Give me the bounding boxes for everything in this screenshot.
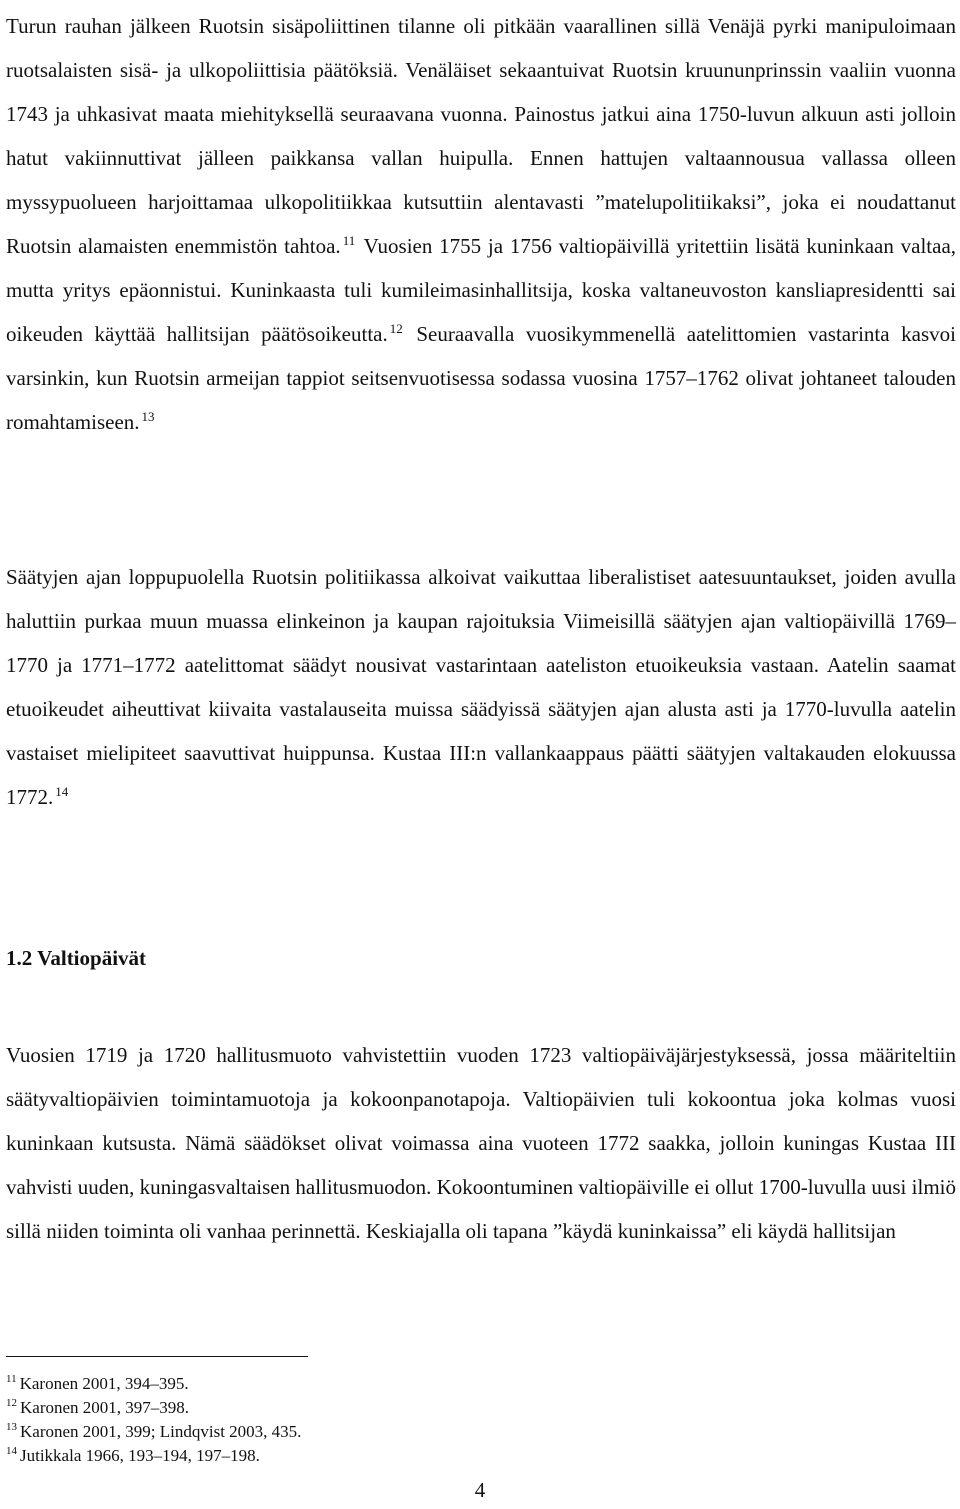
paragraph-2 — [6, 555, 956, 819]
footnote-ref-12[interactable]: 12 — [389, 321, 403, 336]
footnote-14 — [6, 1444, 301, 1468]
section-heading: 1.2 Valtiopäivät — [6, 946, 147, 970]
paragraph-1-text-c: Seuraavalla vuosikymmenellä aatelittomien vastarinta kasvoi varsinkin, kun Ruotsin armeijan tappiot seitsenvuotisessa sodassa vuosina 1757–1762 olivat johtaneet talouden romahtamiseen. — [6, 322, 956, 434]
footnote-text: Karonen 2001, 397–398. — [20, 1398, 190, 1417]
footnote-number: 13 — [6, 1421, 17, 1433]
footnote-list — [6, 1372, 301, 1468]
footnote-number: 11 — [6, 1373, 17, 1385]
paragraph-3 — [6, 1033, 956, 1253]
paragraph-2-text: Säätyjen ajan loppupuolella Ruotsin politiikassa alkoivat vaikuttaa liberalistiset aatesuuntaukset, joiden avulla haluttiin purkaa muun muassa elinkeinon ja kaupan rajoituksia Viimeisillä säätyjen ajan valtiopäivillä 1769–1770 ja 1771–1772 aatelittomat säädyt nousivat vastarintaan aateliston etuoikeuksia vastaan. Aatelin saamat etuoikeudet aiheuttivat kiivaita vastalauseita muissa säädyissä säätyjen ajan alusta asti ja 1770-luvulla aatelin vastaiset mielipiteet saavuttivat huippunsa. Kustaa III:n vallankaappaus päätti säätyjen valtakauden elokuussa 1772. — [6, 565, 956, 809]
paragraph-1 — [6, 4, 956, 444]
footnote-ref-14[interactable]: 14 — [55, 784, 69, 799]
footnote-11 — [6, 1372, 301, 1396]
footnote-number: 14 — [6, 1445, 17, 1457]
page-number: 4 — [474, 1478, 486, 1502]
footnote-number: 12 — [6, 1397, 17, 1409]
footnote-text: Karonen 2001, 394–395. — [19, 1374, 189, 1393]
paragraph-1-text-b: Vuosien 1755 ja 1756 valtiopäivillä yritettiin lisätä kuninkaan valtaa, mutta yritys epäonnistui. Kuninkaasta tuli kumileimasinhallitsija, koska valtaneuvoston kansliapresidentti sai oikeuden käyttää hallitsijan päätösoikeutta. — [6, 234, 957, 346]
footnote-separator — [6, 1356, 308, 1357]
footnote-12 — [6, 1396, 301, 1420]
footnote-ref-13[interactable]: 13 — [141, 409, 155, 424]
footnote-text: Karonen 2001, 399; Lindqvist 2003, 435. — [20, 1422, 302, 1441]
paragraph-1-text-a: Turun rauhan jälkeen Ruotsin sisäpoliittinen tilanne oli pitkään vaarallinen sillä Venäjä pyrki manipuloimaan ruotsalaisten sisä- ja ulkopoliittisia päätöksiä. Venäläiset sekaantuivat Ruotsin kruununprinssin vaaliin vuonna 1743 ja uhkasivat maata miehityksellä seuraavana vuonna. Painostus jatkui aina 1750-luvun alkuun asti jolloin hatut vakiinnuttivat jälleen paikkansa vallan huipulla. Ennen hattujen valtaannousua vallassa olleen myssypuolueen harjoittamaa ulkopolitiikkaa kutsuttiin alentavasti ”matelupolitiikaksi”, joka ei noudattanut Ruotsin alamaisten enemmistön tahtoa. — [6, 14, 956, 258]
footnote-13 — [6, 1420, 301, 1444]
footnote-text: Jutikkala 1966, 193–194, 197–198. — [20, 1446, 260, 1465]
paragraph-3-text: Vuosien 1719 ja 1720 hallitusmuoto vahvistettiin vuoden 1723 valtiopäiväjärjestyksessä, jossa määriteltiin säätyvaltiopäivien toimintamuotoja ja kokoonpanotapoja. Valtiopäivien tuli kokoontua joka kolmas vuosi kuninkaan kutsusta. Nämä säädökset olivat voimassa aina vuoteen 1772 saakka, jolloin kuningas Kustaa III vahvisti uuden, kuningasvaltaisen hallitusmuodon. Kokoontuminen valtiopäiville ei ollut 1700-luvulla uusi ilmiö sillä niiden toiminta oli vanhaa perinnettä. Keskiajalla oli tapana ”käydä kuninkaissa” eli käydä hallitsijan — [6, 1043, 956, 1243]
footnote-ref-11[interactable]: 11 — [342, 233, 356, 248]
